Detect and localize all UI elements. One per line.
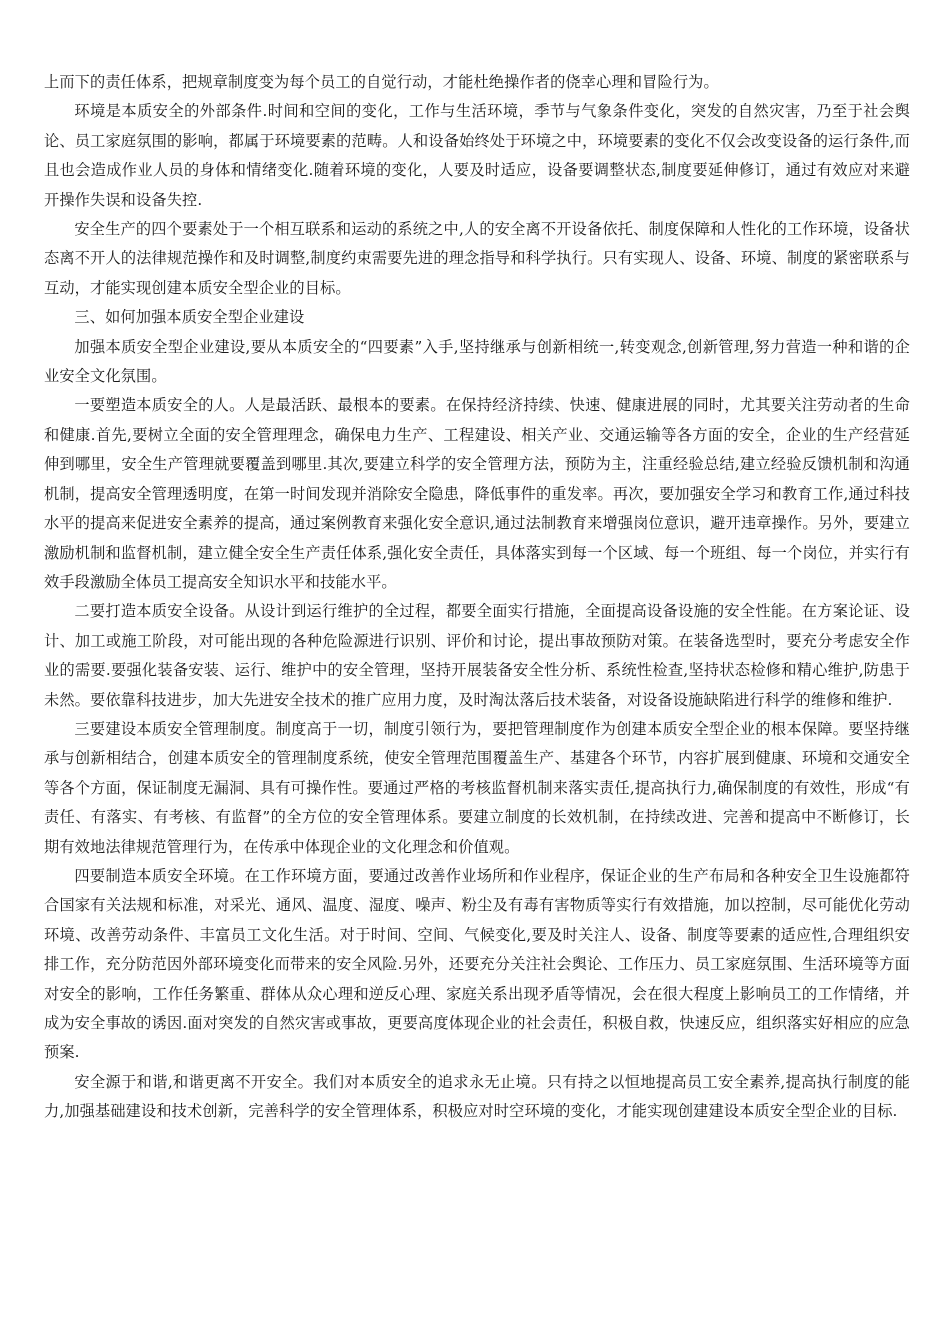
paragraph-continuation: 上而下的责任体系，把规章制度变为每个员工的自觉行动，才能杜绝操作者的侥幸心理和冒险行为。 (44, 73, 719, 91)
section-heading-3: 三、如何加强本质安全型企业建设 (74, 308, 305, 327)
paragraph-environment: 环境是本质安全的外部条件.时间和空间的变化，工作与生活环境，季节与气象条件变化，突发的自然灾害，乃至于社会舆论、员工家庭氛围的影响，都属于环境要素的范畴。人和设备始终处于环境之中，环境要素的变化不仅会改变设备的运行条件,而且也会造成作业人员的身体和情绪变化.随着环境的变化，人要及时适应，设备要调整状态,制度要延伸修订，通过有效应对来避开操作失误和设备失控. (44, 102, 910, 209)
paragraph-conclusion: 安全源于和谐,和谐更离不开安全。我们对本质安全的追求永无止境。只有持之以恒地提高员工安全素养,提高执行制度的能力,加强基础建设和技术创新，完善科学的安全管理体系，积极应对时空环境的变化，才能实现创建建设本质安全型企业的目标. (44, 1072, 910, 1121)
document-body (44, 68, 910, 1127)
paragraph-people: 一要塑造本质安全的人。人是最活跃、最根本的要素。在保持经济持续、快速、健康进展的同时，尤其要关注劳动者的生命和健康.首先,要树立全面的安全管理理念，确保电力生产、工程建设、相关产业、交通运输等各方面的安全，企业的生产经营延伸到哪里，安全生产管理就要覆盖到哪里.其次,要建立科学的安全管理方法，预防为主，注重经验总结,建立经验反馈机制和沟通机制，提高安全管理透明度，在第一时间发现并消除安全隐患，降低事件的重发率。再次，要加强安全学习和教育工作,通过科技水平的提高来促进安全素养的提高，通过案例教育来强化安全意识,通过法制教育来增强岗位意识，避开违章操作。另外，要建立激励机制和监督机制，建立健全安全生产责任体系,强化安全责任，具体落实到每一个区域、每一个班组、每一个岗位，并实行有效手段激励全体员工提高安全知识水平和技能水平。 (44, 396, 910, 591)
paragraph-four-elements: 安全生产的四个要素处于一个相互联系和运动的系统之中,人的安全离不开设备依托、制度保障和人性化的工作环境，设备状态离不开人的法律规范操作和及时调整,制度约束需要先进的理念指导和科学执行。只有实现人、设备、环境、制度的紧密联系与互动，才能实现创建本质安全型企业的目标。 (44, 220, 910, 297)
paragraph-strengthen: 加强本质安全型企业建设,要从本质安全的“四要素”入手,坚持继承与创新相统一,转变观念,创新管理,努力营造一种和谐的企业安全文化氛围。 (44, 337, 910, 386)
paragraph-environment-building: 四要制造本质安全环境。在工作环境方面，要通过改善作业场所和作业程序，保证企业的生产布局和各种安全卫生设施都符合国家有关法规和标准，对采光、通风、温度、湿度、噪声、粉尘及有毒有害物质等实行有效措施，加以控制，尽可能优化劳动环境、改善劳动条件、丰富员工文化生活。对于时间、空间、气候变化,要及时关注人、设备、制度等要素的适应性,合理组织安排工作，充分防范因外部环境变化而带来的安全风险.另外，还要充分关注社会舆论、工作压力、员工家庭氛围、生活环境等方面对安全的影响，工作任务繁重、群体从众心理和逆反心理、家庭关系出现矛盾等情况，会在很大程度上影响员工的工作情绪，并成为安全事故的诱因.面对突发的自然灾害或事故，更要高度体现企业的社会责任，积极自救，快速反应，组织落实好相应的应急预案. (44, 866, 910, 1062)
paragraph-equipment: 二要打造本质安全设备。从设计到运行维护的全过程，都要全面实行措施，全面提高设备设施的安全性能。在方案论证、设计、加工或施工阶段，对可能出现的各种危险源进行识别、评价和讨论，提出事故预防对策。在装备选型时，要充分考虑安全作业的需要.要强化装备安装、运行、维护中的安全管理，坚持开展装备安全性分析、系统性检查,坚持状态检修和精心维护,防患于未然。要依靠科技进步，加大先进安全技术的推广应用力度，及时淘汰落后技术装备，对设备设施缺陷进行科学的维修和维护. (44, 602, 910, 709)
paragraph-management-system: 三要建设本质安全管理制度。制度高于一切，制度引领行为，要把管理制度作为创建本质安全型企业的根本保障。要坚持继承与创新相结合，创建本质安全的管理制度系统，使安全管理范围覆盖生产、基建各个环节，内容扩展到健康、环境和交通安全等各个方面，保证制度无漏洞、具有可操作性。要通过严格的考核监督机制来落实责任,提高执行力,确保制度的有效性，形成“有责任、有落实、有考核、有监督”的全方位的安全管理体系。要建立制度的长效机制，在持续改进、完善和提高中不断修订，长期有效地法律规范管理行为，在传承中体现企业的文化理念和价值观。 (44, 719, 910, 856)
